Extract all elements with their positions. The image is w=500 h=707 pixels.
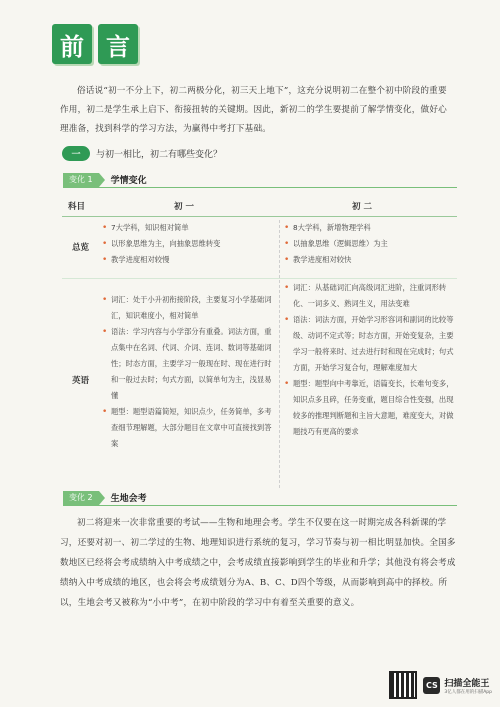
table-header-divider xyxy=(62,216,457,217)
row-divider xyxy=(62,278,457,279)
brand-name: 扫描全能王 xyxy=(444,678,490,689)
brand-subtitle: 3亿人都在用的扫描App xyxy=(444,689,492,695)
list-item: • 教学进度相对较快 xyxy=(284,252,457,268)
list-item: • 以形象思维为主，向抽象思维转变 xyxy=(102,236,274,252)
list-item: • 教学进度相对较慢 xyxy=(102,252,274,268)
exam-paragraph: 初二将迎来一次非常重要的考试——生物和地理会考。学生不仅要在这一时期完成各科新课的学习，还要对初一、初二学过的生物、地理知识进行系统的复习，学习节奏与初一相比明显加快。全国多数地区已经将会考成绩纳入中考成绩之中，会考成绩直接影响到学生的毕业和升学；其他没有将会考成绩纳入中考成绩的地区，也会将会考成绩划分为A、B、C、D四个等级，从而影响到高中的择校。所以，生地会考又被称为“小中考”，在初中阶段的学习中有着至关重要的意义。 xyxy=(60,518,456,608)
change-1-tag: 变化 1 xyxy=(63,173,99,187)
preface-title xyxy=(52,24,140,68)
list-item: • 语法：学习内容与小学部分有重叠。词法方面，重点集中在名词、代词、介词、连词、数词等基础词性；时态方面，主要学习一般现在时、现在进行时和一般过去时；句式方面，以简单句为主，浅显易懂 xyxy=(102,324,274,404)
list-item: • 题型：题型语篇简短，知识点少，任务简单，多考查细节理解题，大部分题目在文章中可直接找到答案 xyxy=(102,404,274,452)
comparison-table xyxy=(62,198,457,448)
grade1-cell xyxy=(102,220,274,268)
list-item: • 题型：题型向中考靠近，语篇变长，长难句变多，知识点多且碎，任务变重，题目综合性变强，出现较多的推理判断题和主旨大意题，难度变大，对做题技巧有更高的要求 xyxy=(284,376,457,440)
header-subject: 科目 xyxy=(68,202,86,212)
qr-code-icon xyxy=(389,671,417,699)
section-number-badge: 一 xyxy=(62,146,90,161)
list-item: • 词汇：处于小升初衔接阶段，主要复习小学基础词汇，知识难度小，相对简单 xyxy=(102,292,274,324)
scanner-watermark xyxy=(389,669,492,701)
list-item: • 7大学科，知识相对简单 xyxy=(102,220,274,236)
brand xyxy=(444,676,492,695)
title-char-2: 言 xyxy=(98,24,138,64)
list-item: • 以抽象思维（逻辑思维）为主 xyxy=(284,236,457,252)
change-2-tag: 变化 2 xyxy=(63,491,99,505)
grade2-cell xyxy=(284,220,457,268)
change-1-heading xyxy=(63,172,147,187)
change-2-underline xyxy=(63,505,457,506)
intro-paragraph: 俗话说“初一不分上下，初二两极分化，初三天上地下”，这充分说明初二在整个初中阶段的重要作用，初二是学生承上启下、衔接扭转的关键期。因此，新初二的学生要提前了解学情变化，做好心理准备，找到科学的学习方法，为赢得中考打下基础。 xyxy=(60,86,447,134)
header-grade2: 初 二 xyxy=(352,202,372,212)
list-item: • 词汇：从基础词汇向高级词汇进阶，注重词形转化、一词多义、熟词生义，用法变难 xyxy=(284,280,457,312)
list-item: • 8大学科，新增物理学科 xyxy=(284,220,457,236)
change-2-heading xyxy=(63,490,147,505)
section-title: 与初一相比，初二有哪些变化？ xyxy=(96,149,223,160)
change-2-title: 生地会考 xyxy=(110,494,147,504)
title-char-1: 前 xyxy=(52,24,92,64)
cs-logo-icon: CS xyxy=(423,677,440,694)
row-label: 总览 xyxy=(72,243,90,253)
change-1-title: 学情变化 xyxy=(110,176,147,186)
table-row xyxy=(62,282,457,488)
grade2-cell xyxy=(284,280,457,440)
list-item: • 语法：词法方面，开始学习形容词和副词的比较等级、动词不定式等；时态方面，开始变复杂，主要学习一般将来时、过去进行时和现在完成时；句式方面，开始学习复合句，理解难度加大 xyxy=(284,312,457,376)
table-header xyxy=(62,198,457,216)
grade1-cell xyxy=(102,292,274,452)
table-row xyxy=(62,220,457,278)
change-1-underline xyxy=(63,187,457,188)
header-grade1: 初 一 xyxy=(174,202,194,212)
section-heading xyxy=(62,145,222,161)
row-label: 英语 xyxy=(72,376,90,386)
